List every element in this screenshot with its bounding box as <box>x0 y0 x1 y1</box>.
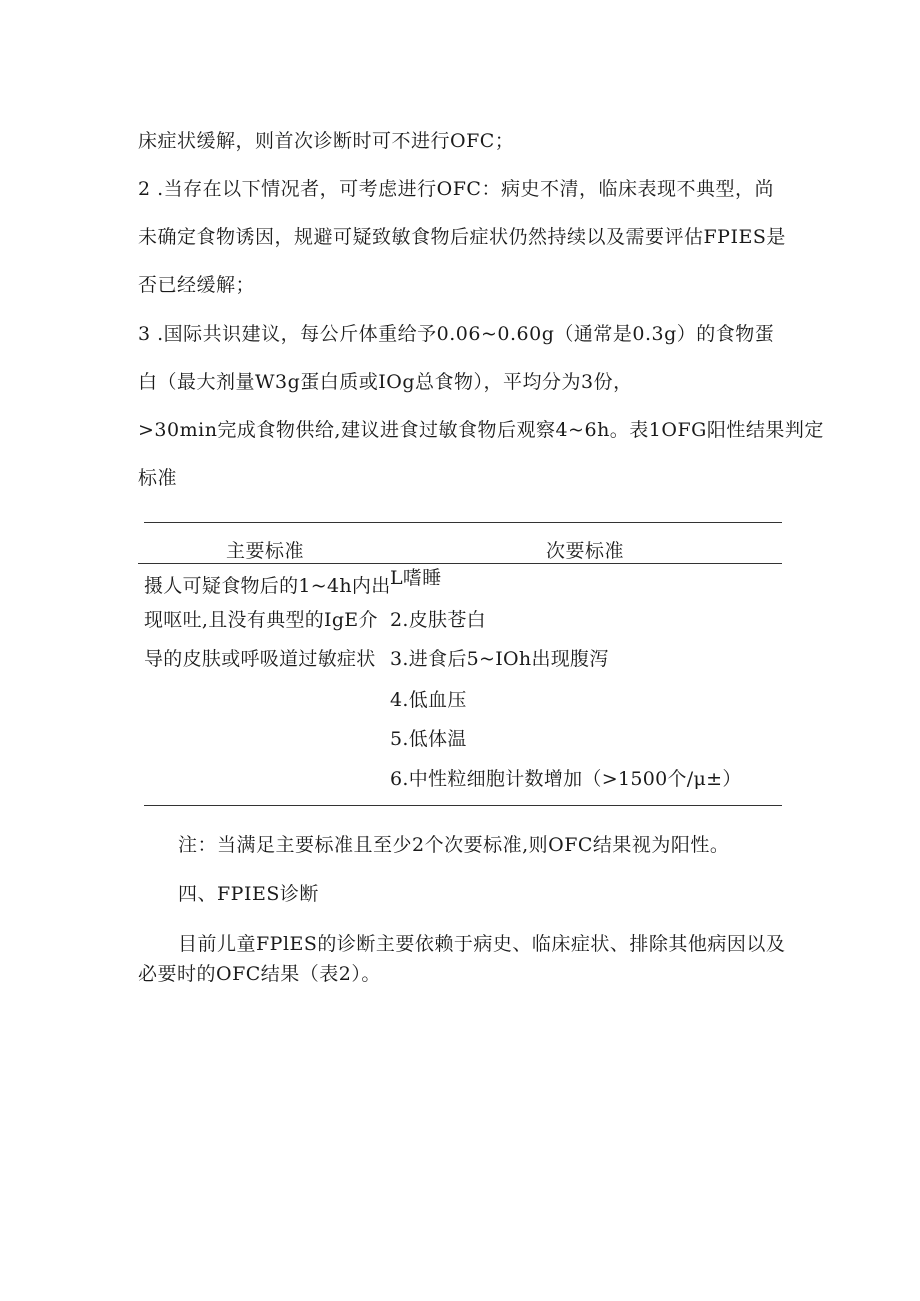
header-minor-criteria: 次要标准 <box>546 540 625 562</box>
diagnosis-paragraph-line-2: 必要时的OFC结果（表2）。 <box>138 963 381 985</box>
table-header-rule <box>138 563 782 564</box>
section-heading: 四、FPIES诊断 <box>178 883 319 905</box>
table-bottom-rule <box>144 805 782 806</box>
minor-criteria-item-4: 4.低血压 <box>390 689 467 711</box>
table-note: 注：当满足主要标准且至少2个次要标准,则OFC结果视为阳性。 <box>178 834 730 856</box>
paragraph-line-1: 床症状缓解，则首次诊断时可不进行OFC； <box>138 130 515 152</box>
list-item-2-line-1: 2 .当存在以下情况者，可考虑进行OFC：病史不清，临床表现不典型，尚 <box>138 178 774 200</box>
diagnosis-paragraph-line-1: 目前儿童FPlES的诊断主要依赖于病史、临床症状、排除其他病因以及 <box>178 933 786 955</box>
minor-criteria-item-2: 2.皮肤苍白 <box>390 609 486 631</box>
list-item-3-line-2: 白（最大剂量W3g蛋白质或IOg总食物），平均分为3份， <box>138 371 633 393</box>
minor-criteria-item-1: L嗜睡 <box>390 567 442 589</box>
major-criteria-line-3: 导的皮肤或呼吸道过敏症状 <box>144 648 376 670</box>
table-top-rule <box>144 522 782 523</box>
minor-criteria-item-6: 6.中性粒细胞计数增加（>1500个/μ±） <box>390 768 742 790</box>
major-criteria-line-1: 摄人可疑食物后的1~4h内出 <box>144 575 391 597</box>
list-item-3-line-1: 3 .国际共识建议，每公斤体重给予0.06~0.60g（通常是0.3g）的食物蛋 <box>138 323 775 345</box>
major-criteria-line-2: 现呕吐,且没有典型的IgE介 <box>144 609 378 631</box>
minor-criteria-item-5: 5.低体温 <box>390 728 467 750</box>
table-caption: 标准 <box>138 467 178 489</box>
header-major-criteria: 主要标准 <box>226 540 305 562</box>
list-item-2-line-2: 未确定食物诱因，规避可疑致敏食物后症状仍然持续以及需要评估FPIES是 <box>138 226 786 248</box>
minor-criteria-item-3: 3.进食后5~IOh出现腹泻 <box>390 648 609 670</box>
list-item-2-line-3: 否已经缓解； <box>138 274 256 296</box>
list-item-3-line-3: >30min完成食物供给,建议进食过敏食物后观察4~6h。表1OFG阳性结果判定 <box>138 419 824 441</box>
